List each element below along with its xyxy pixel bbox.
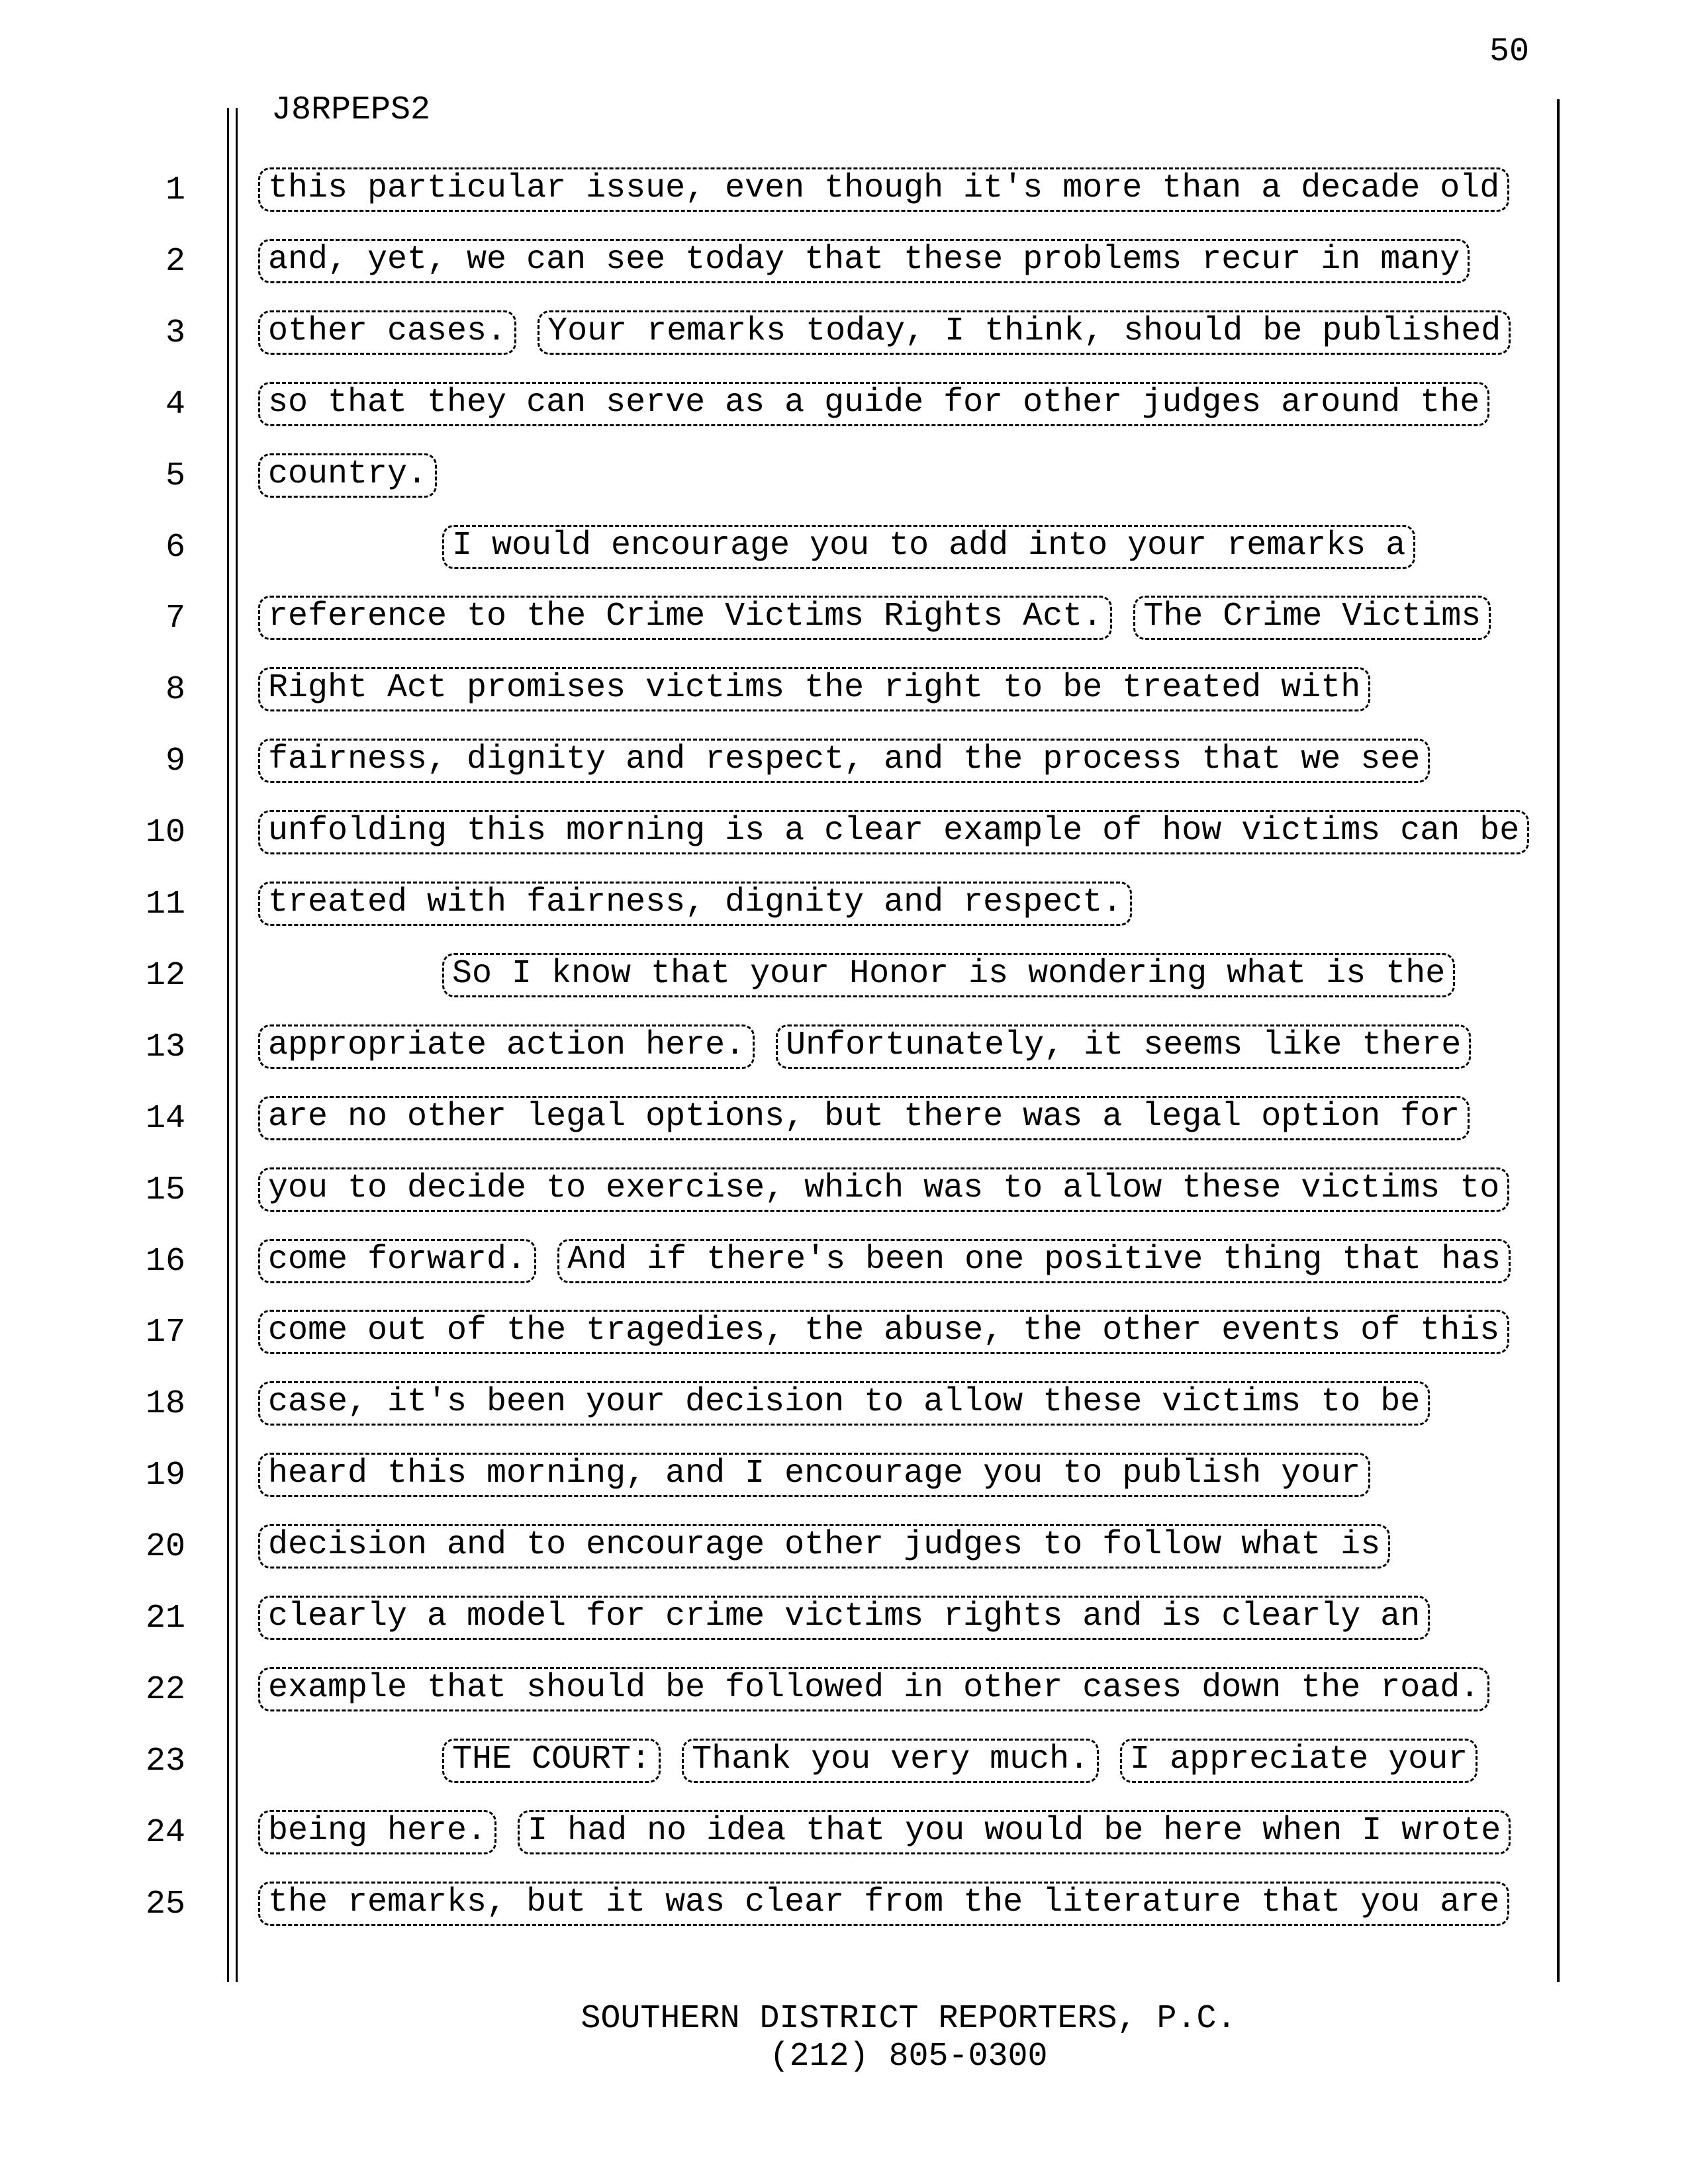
transcript-segment: the remarks, but it was clear from the literature that you are bbox=[258, 1882, 1509, 1926]
transcript-line bbox=[442, 953, 1455, 997]
line-number: 19 bbox=[145, 1457, 185, 1494]
transcript-segment: heard this morning, and I encourage you to publish your bbox=[258, 1453, 1370, 1497]
footer-phone: (212) 805-0300 bbox=[769, 2038, 1048, 2075]
transcript-segment: are no other legal options, but there was a legal option for bbox=[258, 1096, 1470, 1140]
line-number: 18 bbox=[145, 1385, 185, 1423]
line-number: 14 bbox=[145, 1100, 185, 1138]
document-id: J8RPEPS2 bbox=[271, 91, 431, 129]
line-number: 4 bbox=[165, 386, 185, 424]
transcript-line bbox=[258, 1310, 1509, 1354]
transcript-segment: you to decide to exercise, which was to allow these victims to bbox=[258, 1167, 1509, 1212]
transcript-segment: country. bbox=[258, 453, 437, 498]
line-number: 22 bbox=[145, 1671, 185, 1709]
line-number: 6 bbox=[165, 529, 185, 567]
transcript-segment: So I know that your Honor is wondering what is the bbox=[442, 953, 1455, 997]
transcript-line bbox=[258, 1524, 1390, 1569]
transcript-segment: THE COURT: bbox=[442, 1739, 661, 1783]
transcript-line bbox=[258, 310, 1511, 355]
transcript-line bbox=[442, 1739, 1477, 1783]
transcript-segment: fairness, dignity and respect, and the process that we see bbox=[258, 739, 1430, 783]
transcript-line bbox=[258, 1096, 1470, 1140]
transcript-segment: case, it's been your decision to allow these victims to be bbox=[258, 1381, 1430, 1426]
line-number: 13 bbox=[145, 1028, 185, 1066]
transcript-segment: I would encourage you to add into your remarks a bbox=[442, 525, 1415, 569]
transcript-segment: Thank you very much. bbox=[682, 1739, 1099, 1783]
transcript-segment: The Crime Victims bbox=[1133, 596, 1491, 640]
line-number: 9 bbox=[165, 743, 185, 780]
transcript-segment: Your remarks today, I think, should be published bbox=[538, 310, 1511, 355]
transcript-line bbox=[258, 882, 1132, 926]
transcript-line bbox=[258, 239, 1470, 283]
transcript-line bbox=[258, 739, 1430, 783]
transcript-segment: Right Act promises victims the right to be treated with bbox=[258, 667, 1370, 711]
transcript-segment: treated with fairness, dignity and respect. bbox=[258, 882, 1132, 926]
line-number: 2 bbox=[165, 243, 185, 281]
transcript-segment: example that should be followed in other cases down the road. bbox=[258, 1667, 1489, 1711]
transcript-segment: this particular issue, even though it's more than a decade old bbox=[258, 167, 1509, 212]
transcript-line bbox=[258, 1381, 1430, 1426]
line-number: 10 bbox=[145, 814, 185, 852]
transcript-line bbox=[258, 596, 1491, 640]
line-number: 7 bbox=[165, 600, 185, 637]
line-number: 23 bbox=[145, 1743, 185, 1780]
transcript-segment: appropriate action here. bbox=[258, 1024, 755, 1069]
transcript-line bbox=[258, 1810, 1511, 1854]
line-number: 24 bbox=[145, 1814, 185, 1852]
line-number: 25 bbox=[145, 1886, 185, 1923]
line-number: 15 bbox=[145, 1171, 185, 1209]
transcript-segment: come forward. bbox=[258, 1239, 536, 1283]
transcript-segment: reference to the Crime Victims Rights Act. bbox=[258, 596, 1112, 640]
line-number: 12 bbox=[145, 957, 185, 995]
right-margin-rule bbox=[1557, 99, 1560, 1982]
transcript-segment: other cases. bbox=[258, 310, 516, 355]
line-number: 5 bbox=[165, 457, 185, 495]
transcript-segment: Unfortunately, it seems like there bbox=[776, 1024, 1471, 1069]
transcript-line bbox=[258, 1167, 1509, 1212]
transcript-segment: I had no idea that you would be here when I wrote bbox=[518, 1810, 1511, 1854]
transcript-segment: I appreciate your bbox=[1120, 1739, 1477, 1783]
transcript-segment: so that they can serve as a guide for other judges around the bbox=[258, 382, 1489, 426]
transcript-segment: come out of the tragedies, the abuse, the other events of this bbox=[258, 1310, 1509, 1354]
left-margin-rule-outer bbox=[227, 108, 229, 1982]
transcript-segment: And if there's been one positive thing that has bbox=[557, 1239, 1511, 1283]
transcript-line bbox=[258, 810, 1529, 854]
transcript-segment: and, yet, we can see today that these problems recur in many bbox=[258, 239, 1470, 283]
left-margin-rule-inner bbox=[236, 108, 238, 1982]
transcript-segment: being here. bbox=[258, 1810, 496, 1854]
transcript-line bbox=[258, 667, 1370, 711]
line-number: 17 bbox=[145, 1314, 185, 1351]
transcript-line bbox=[442, 525, 1415, 569]
transcript-segment: unfolding this morning is a clear example of how victims can be bbox=[258, 810, 1529, 854]
line-number: 20 bbox=[145, 1528, 185, 1566]
line-number: 16 bbox=[145, 1243, 185, 1281]
transcript-line bbox=[258, 1882, 1509, 1926]
transcript-line bbox=[258, 1239, 1511, 1283]
transcript-segment: decision and to encourage other judges to follow what is bbox=[258, 1524, 1390, 1569]
line-number: 1 bbox=[165, 171, 185, 209]
transcript-line bbox=[258, 1596, 1430, 1640]
line-number: 21 bbox=[145, 1600, 185, 1637]
transcript-segment: clearly a model for crime victims rights and is clearly an bbox=[258, 1596, 1430, 1640]
footer-firm-name: SOUTHERN DISTRICT REPORTERS, P.C. bbox=[581, 2000, 1237, 2038]
line-number: 11 bbox=[145, 886, 185, 923]
page-footer bbox=[258, 2000, 1559, 2075]
transcript-line bbox=[258, 1024, 1471, 1069]
transcript-line bbox=[258, 1667, 1489, 1711]
transcript-line bbox=[258, 382, 1489, 426]
page-number: 50 bbox=[1489, 33, 1529, 71]
transcript-line bbox=[258, 167, 1509, 212]
transcript-line bbox=[258, 1453, 1370, 1497]
line-number: 3 bbox=[165, 314, 185, 352]
line-number: 8 bbox=[165, 671, 185, 709]
transcript-line bbox=[258, 453, 437, 498]
